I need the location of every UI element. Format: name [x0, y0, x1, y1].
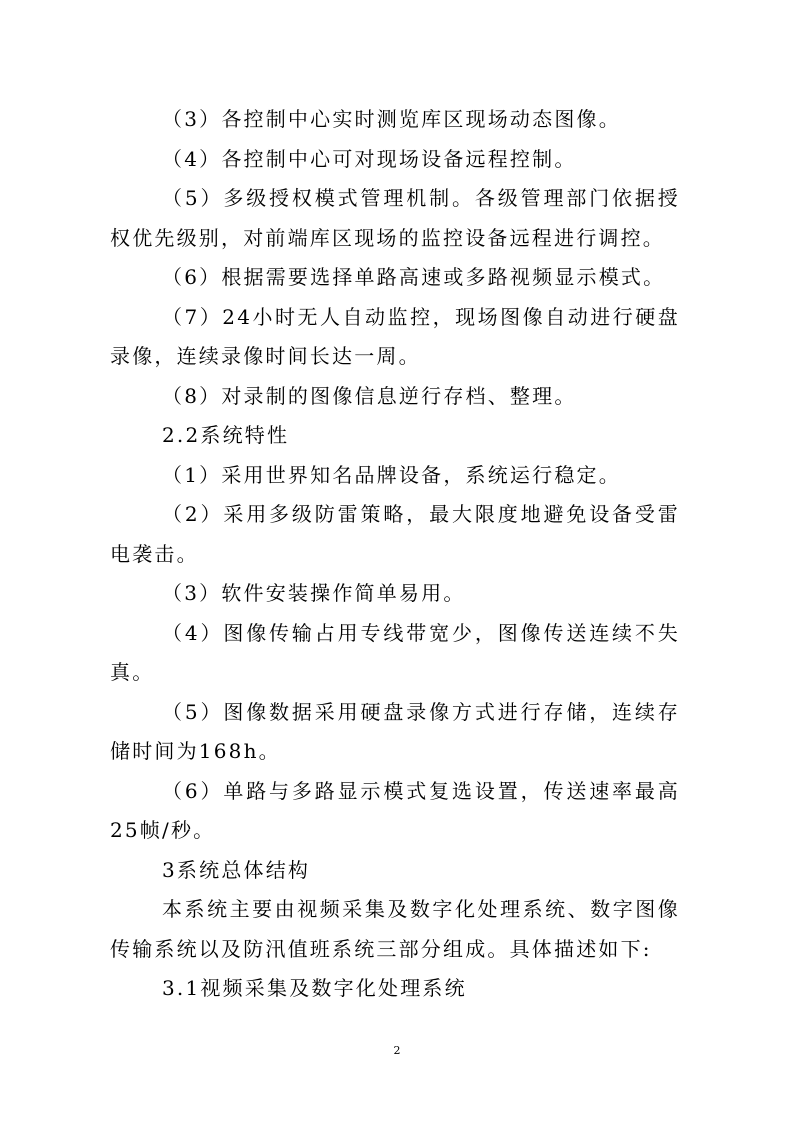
- paragraph-item-3: （3）各控制中心实时测览库区现场动态图像。: [162, 107, 621, 131]
- feature-item-5: （5）图像数据采用硬盘录像方式进行存储，连续存储时间为168h。: [110, 699, 680, 763]
- feature-item-1: （1）采用世界知名品牌设备，系统运行稳定。: [162, 462, 621, 487]
- feature-item-3: （3）软件安装操作简单易用。: [162, 581, 466, 605]
- paragraph-item-6: （6）根据需要选择单路高速或多路视频显示模式。: [162, 265, 666, 289]
- section-heading-2-2: 2.2系统特性: [162, 423, 290, 447]
- paragraph-item-7: （7）24小时无人自动监控，现场图像自动进行硬盘录像，连续录像时间长达一周。: [110, 304, 680, 368]
- feature-item-6: （6）单路与多路显示模式复选设置，传送速率最高25帧/秒。: [110, 778, 680, 842]
- overview-paragraph: 本系统主要由视频采集及数字化处理系统、数字图像传输系统以及防汛值班系统三部分组成。具体描述如下:: [110, 897, 680, 961]
- document-body: [110, 100, 680, 1009]
- paragraph-item-8: （8）对录制的图像信息逆行存档、整理。: [162, 383, 577, 408]
- feature-item-2: （2）采用多级防雷策略，最大限度地避免设备受雷电袭击。: [110, 502, 680, 566]
- page-number: 2: [393, 1044, 401, 1057]
- section-heading-3-1: 3.1视频采集及数字化处理系统: [162, 976, 467, 1000]
- paragraph-item-5: （5）多级授权模式管理机制。各级管理部门依据授权优先级别，对前端库区现场的监控设备远程进行调控。: [110, 186, 680, 250]
- section-heading-3: 3系统总体结构: [162, 857, 311, 882]
- feature-item-4: （4）图像传输占用专线带宽少，图像传送连续不失真。: [110, 620, 680, 684]
- paragraph-item-4: （4）各控制中心可对现场设备远程控制。: [162, 146, 577, 171]
